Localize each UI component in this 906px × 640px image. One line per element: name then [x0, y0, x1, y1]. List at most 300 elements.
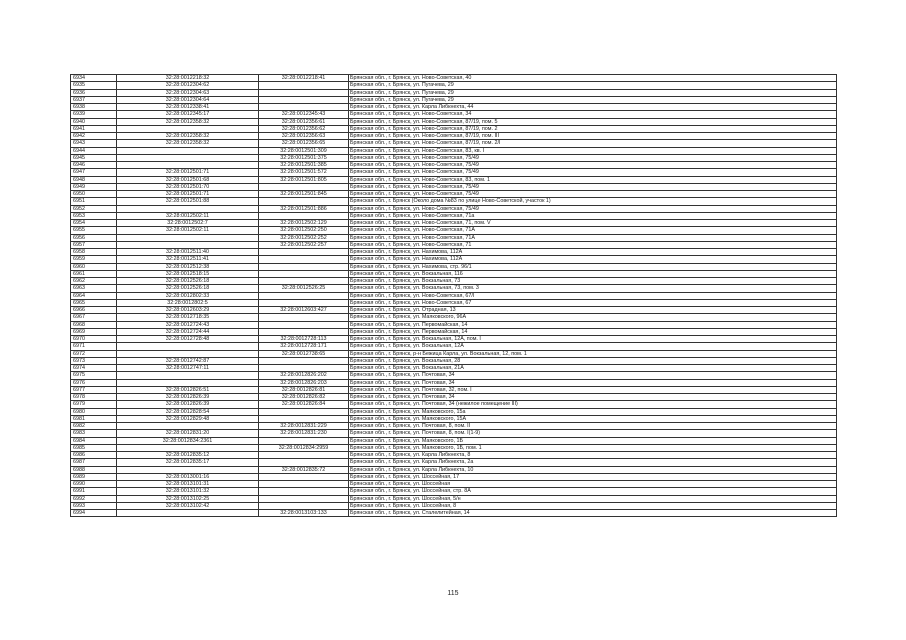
land-cadastral-number-cell	[117, 379, 259, 386]
building-cadastral-number-cell: 32:28:0012603:427	[259, 307, 349, 314]
table-row	[71, 234, 837, 241]
land-cadastral-number-cell: 32:28:0012511:41	[117, 256, 259, 263]
land-cadastral-number-cell: 32:28:0012304:63	[117, 89, 259, 96]
registry-table-body	[71, 75, 837, 517]
building-cadastral-number-cell	[259, 502, 349, 509]
building-cadastral-number-cell: 32:28:0012502:250	[259, 227, 349, 234]
table-row	[71, 89, 837, 96]
row-number-cell: 6977	[71, 386, 117, 393]
table-row	[71, 154, 837, 161]
land-cadastral-number-cell	[117, 241, 259, 248]
row-number-cell: 6972	[71, 350, 117, 357]
table-row	[71, 241, 837, 248]
row-number-cell: 6962	[71, 278, 117, 285]
building-cadastral-number-cell: 32:28:0012356:65	[259, 140, 349, 147]
address-cell: Брянская обл., г. Брянск, ул. Шоссейная	[349, 481, 837, 488]
table-row	[71, 270, 837, 277]
land-cadastral-number-cell: 32:28:0013101:31	[117, 481, 259, 488]
table-row	[71, 408, 837, 415]
table-row	[71, 466, 837, 473]
row-number-cell: 6979	[71, 401, 117, 408]
table-row	[71, 444, 837, 451]
row-number-cell: 6942	[71, 133, 117, 140]
land-cadastral-number-cell	[117, 372, 259, 379]
address-cell: Брянская обл., г. Брянск, ул. Первомайская, 14	[349, 321, 837, 328]
row-number-cell: 6970	[71, 336, 117, 343]
row-number-cell: 6959	[71, 256, 117, 263]
land-cadastral-number-cell	[117, 444, 259, 451]
address-cell: Брянская обл., г. Брянск, ул. Пугачева, 29	[349, 89, 837, 96]
row-number-cell: 6984	[71, 437, 117, 444]
row-number-cell: 6982	[71, 423, 117, 430]
address-cell: Брянская обл., г. Брянск, ул. Вокзальная, 12А, пом. I	[349, 336, 837, 343]
building-cadastral-number-cell	[259, 365, 349, 372]
land-cadastral-number-cell: 32:28:0012502:11	[117, 212, 259, 219]
address-cell: Брянская обл., г. Брянск, ул. Вокзальная, 21А	[349, 365, 837, 372]
land-cadastral-number-cell: 32:28:0012802:33	[117, 292, 259, 299]
table-row	[71, 415, 837, 422]
address-cell: Брянская обл., г. Брянск, ул. Почтовая, 34	[349, 394, 837, 401]
land-cadastral-number-cell: 32:28:0012502:7	[117, 220, 259, 227]
row-number-cell: 6945	[71, 154, 117, 161]
address-cell: Брянская обл., г. Брянск, ул. Вокзальная, 12А	[349, 343, 837, 350]
address-cell: Брянская обл., г. Брянск, ул. Ново-Советская, 75/49	[349, 154, 837, 161]
building-cadastral-number-cell: 32:28:0012834:2959	[259, 444, 349, 451]
table-row	[71, 118, 837, 125]
table-row	[71, 394, 837, 401]
row-number-cell: 6983	[71, 430, 117, 437]
land-cadastral-number-cell: 32:28:0012835:17	[117, 459, 259, 466]
building-cadastral-number-cell	[259, 415, 349, 422]
address-cell: Брянская обл., г. Брянск, ул. Ново-Советская, 67	[349, 299, 837, 306]
row-number-cell: 6989	[71, 473, 117, 480]
row-number-cell: 6948	[71, 176, 117, 183]
table-row	[71, 452, 837, 459]
land-cadastral-number-cell: 32:28:0012304:64	[117, 96, 259, 103]
land-cadastral-number-cell: 32:28:0013101:32	[117, 488, 259, 495]
building-cadastral-number-cell	[259, 481, 349, 488]
address-cell: Брянская обл., г. Брянск, ул. Ново-Советская, 71	[349, 241, 837, 248]
building-cadastral-number-cell: 32:28:0012835:72	[259, 466, 349, 473]
address-cell: Брянская обл., г. Брянск, ул. Почтовая, 34	[349, 379, 837, 386]
address-cell: Брянская обл., г. Брянск (Около дома №83 по улице Ново-Советской, участок 1)	[349, 198, 837, 205]
row-number-cell: 6960	[71, 263, 117, 270]
land-cadastral-number-cell: 32:28:0012834:2361	[117, 437, 259, 444]
building-cadastral-number-cell: 32:28:0012502:252	[259, 234, 349, 241]
building-cadastral-number-cell: 32:28:0012218:41	[259, 75, 349, 82]
building-cadastral-number-cell	[259, 459, 349, 466]
table-row	[71, 510, 837, 517]
table-row	[71, 278, 837, 285]
land-cadastral-number-cell: 32:28:0012358:32	[117, 118, 259, 125]
land-cadastral-number-cell: 32:28:0013001:16	[117, 473, 259, 480]
row-number-cell: 6965	[71, 299, 117, 306]
table-row	[71, 133, 837, 140]
address-cell: Брянская обл., г. Брянск, ул. Вокзальная, 116	[349, 270, 837, 277]
table-row	[71, 162, 837, 169]
land-cadastral-number-cell	[117, 205, 259, 212]
building-cadastral-number-cell: 32:28:0012356:62	[259, 125, 349, 132]
row-number-cell: 6978	[71, 394, 117, 401]
address-cell: Брянская обл., г. Брянск, ул. Ново-Советская, 75/49	[349, 183, 837, 190]
address-cell: Брянская обл., г. Брянск, ул. Ново-Советская, 71А	[349, 227, 837, 234]
land-cadastral-number-cell: 32:28:0012518:15	[117, 270, 259, 277]
building-cadastral-number-cell: 32:28:0012502:129	[259, 220, 349, 227]
table-row	[71, 183, 837, 190]
land-cadastral-number-cell: 32:28:0012526:18	[117, 285, 259, 292]
table-row	[71, 386, 837, 393]
building-cadastral-number-cell	[259, 314, 349, 321]
address-cell: Брянская обл., г. Брянск, ул. Почтовая, 34	[349, 372, 837, 379]
land-cadastral-number-cell	[117, 510, 259, 517]
land-cadastral-number-cell: 32:28:0012338:41	[117, 104, 259, 111]
address-cell: Брянская обл., г. Брянск, ул. Ново-Советская, 83, пом. 1	[349, 176, 837, 183]
table-row	[71, 430, 837, 437]
address-cell: Брянская обл., г. Брянск, ул. Карла Либкнехта, 2а	[349, 459, 837, 466]
land-cadastral-number-cell: 32:28:0012512:38	[117, 263, 259, 270]
address-cell: Брянская обл., г. Брянск, ул. Шоссейная, 17	[349, 473, 837, 480]
table-row	[71, 314, 837, 321]
land-cadastral-number-cell: 32:28:0012747:11	[117, 365, 259, 372]
land-cadastral-number-cell	[117, 125, 259, 132]
land-cadastral-number-cell: 32:28:0012218:32	[117, 75, 259, 82]
land-cadastral-number-cell	[117, 343, 259, 350]
row-number-cell: 6936	[71, 89, 117, 96]
table-row	[71, 96, 837, 103]
table-row	[71, 104, 837, 111]
land-cadastral-number-cell: 32:28:0012358:32	[117, 140, 259, 147]
address-cell: Брянская обл., г. Брянск, ул. Почтовая, 8, пом. I(1-9)	[349, 430, 837, 437]
address-cell: Брянская обл., г. Брянск, ул. Маяковского, 1Б	[349, 437, 837, 444]
row-number-cell: 6967	[71, 314, 117, 321]
table-row	[71, 205, 837, 212]
address-cell: Брянская обл., г. Брянск, ул. Первомайская, 14	[349, 328, 837, 335]
address-cell: Брянская обл., г. Брянск, ул. Ново-Советская, 75/49	[349, 191, 837, 198]
building-cadastral-number-cell	[259, 212, 349, 219]
building-cadastral-number-cell: 32:28:0012502:257	[259, 241, 349, 248]
row-number-cell: 6993	[71, 502, 117, 509]
address-cell: Брянская обл., г. Брянск, ул. Ново-Советская, 75/49	[349, 205, 837, 212]
table-row	[71, 220, 837, 227]
row-number-cell: 6973	[71, 357, 117, 364]
table-row	[71, 169, 837, 176]
building-cadastral-number-cell: 32:28:0012501:375	[259, 154, 349, 161]
land-cadastral-number-cell: 32:28:0012304:62	[117, 82, 259, 89]
table-row	[71, 343, 837, 350]
land-cadastral-number-cell: 32:28:0012724:44	[117, 328, 259, 335]
building-cadastral-number-cell: 32:28:0012826:82	[259, 394, 349, 401]
land-cadastral-number-cell: 32:28:0012742:87	[117, 357, 259, 364]
address-cell: Брянская обл., г. Брянск, ул. Ново-Советская, 83, кв. I	[349, 147, 837, 154]
address-cell: Брянская обл., г. Брянск, ул. Карла Либкнехта, 44	[349, 104, 837, 111]
building-cadastral-number-cell	[259, 488, 349, 495]
building-cadastral-number-cell: 32:28:0012831:230	[259, 430, 349, 437]
building-cadastral-number-cell	[259, 256, 349, 263]
land-cadastral-number-cell: 32:28:0012728:48	[117, 336, 259, 343]
land-cadastral-number-cell: 32:28:0012501:71	[117, 191, 259, 198]
table-row	[71, 249, 837, 256]
building-cadastral-number-cell: 32:28:0012345:43	[259, 111, 349, 118]
table-row	[71, 321, 837, 328]
table-row	[71, 459, 837, 466]
row-number-cell: 6953	[71, 212, 117, 219]
address-cell: Брянская обл., г. Брянск, ул. Маяковского, 15А	[349, 415, 837, 422]
row-number-cell: 6935	[71, 82, 117, 89]
land-cadastral-number-cell: 32:28:0012831:20	[117, 430, 259, 437]
land-cadastral-number-cell: 32:28:0012502:11	[117, 227, 259, 234]
building-cadastral-number-cell: 32:28:0012831:229	[259, 423, 349, 430]
building-cadastral-number-cell	[259, 408, 349, 415]
table-row	[71, 256, 837, 263]
land-cadastral-number-cell	[117, 466, 259, 473]
address-cell: Брянская обл., г. Брянск, ул. Почтовая, 32, пом. I	[349, 386, 837, 393]
building-cadastral-number-cell: 32:28:0012501:572	[259, 169, 349, 176]
address-cell: Брянская обл., г. Брянск, ул. Ново-Советская, 75/49	[349, 169, 837, 176]
table-row	[71, 379, 837, 386]
address-cell: Брянская обл., г. Брянск, ул. Ново-Советская, 75/49	[349, 162, 837, 169]
building-cadastral-number-cell	[259, 278, 349, 285]
address-cell: Брянская обл., г. Брянск, ул. Пугачева, 29	[349, 82, 837, 89]
address-cell: Брянская обл., г. Брянск, ул. Ново-Советская, 71А	[349, 234, 837, 241]
land-cadastral-number-cell: 32:28:0012826:39	[117, 394, 259, 401]
address-cell: Брянская обл., г. Брянск, ул. Ново-Советская, 87/19, пом. III	[349, 133, 837, 140]
address-cell: Брянская обл., г. Брянск, ул. Почтовая, 34 (нежилое помещение III)	[349, 401, 837, 408]
row-number-cell: 6976	[71, 379, 117, 386]
building-cadastral-number-cell	[259, 357, 349, 364]
row-number-cell: 6988	[71, 466, 117, 473]
row-number-cell: 6954	[71, 220, 117, 227]
building-cadastral-number-cell	[259, 249, 349, 256]
address-cell: Брянская обл., г. Брянск, ул. Ново-Советская, 87/19, пом. 2/I	[349, 140, 837, 147]
table-row	[71, 285, 837, 292]
table-row	[71, 328, 837, 335]
table-row	[71, 75, 837, 82]
building-cadastral-number-cell: 32:28:0012728:113	[259, 336, 349, 343]
building-cadastral-number-cell	[259, 183, 349, 190]
table-row	[71, 191, 837, 198]
land-cadastral-number-cell: 32:28:0012718:35	[117, 314, 259, 321]
land-cadastral-number-cell: 32:28:0012829:48	[117, 415, 259, 422]
row-number-cell: 6971	[71, 343, 117, 350]
land-cadastral-number-cell: 32:28:0012345:17	[117, 111, 259, 118]
building-cadastral-number-cell: 32:28:0012501:845	[259, 191, 349, 198]
building-cadastral-number-cell: 32:28:0012826:81	[259, 386, 349, 393]
table-row	[71, 350, 837, 357]
address-cell: Брянская обл., г. Брянск, ул. Отрадная, 13	[349, 307, 837, 314]
table-row	[71, 502, 837, 509]
row-number-cell: 6951	[71, 198, 117, 205]
building-cadastral-number-cell	[259, 321, 349, 328]
table-row	[71, 263, 837, 270]
address-cell: Брянская обл., г. Брянск, ул. Ново-Советская, 67/I	[349, 292, 837, 299]
table-row	[71, 357, 837, 364]
row-number-cell: 6969	[71, 328, 117, 335]
building-cadastral-number-cell: 32:28:0012526:25	[259, 285, 349, 292]
row-number-cell: 6934	[71, 75, 117, 82]
address-cell: Брянская обл., г. Брянск, ул. Нахимова, 112А	[349, 249, 837, 256]
table-row	[71, 299, 837, 306]
row-number-cell: 6992	[71, 495, 117, 502]
address-cell: Брянская обл., г. Брянск, р-н Бежица Карла, ул. Вокзальная, 12, пом. 1	[349, 350, 837, 357]
row-number-cell: 6952	[71, 205, 117, 212]
table-row	[71, 423, 837, 430]
building-cadastral-number-cell	[259, 328, 349, 335]
building-cadastral-number-cell: 32:28:0012501:385	[259, 162, 349, 169]
land-cadastral-number-cell	[117, 350, 259, 357]
land-cadastral-number-cell: 32:28:0012501:68	[117, 176, 259, 183]
row-number-cell: 6980	[71, 408, 117, 415]
address-cell: Брянская обл., г. Брянск, ул. Шоссейная, 8	[349, 502, 837, 509]
table-row	[71, 147, 837, 154]
table-row	[71, 372, 837, 379]
row-number-cell: 6937	[71, 96, 117, 103]
row-number-cell: 6949	[71, 183, 117, 190]
building-cadastral-number-cell: 32:28:0012728:171	[259, 343, 349, 350]
building-cadastral-number-cell	[259, 473, 349, 480]
building-cadastral-number-cell: 32:28:0012738:65	[259, 350, 349, 357]
table-row	[71, 212, 837, 219]
land-cadastral-number-cell: 32:28:0012501:88	[117, 198, 259, 205]
address-cell: Брянская обл., г. Брянск, ул. Ново-Советская, 71, пом. V	[349, 220, 837, 227]
table-row	[71, 481, 837, 488]
row-number-cell: 6941	[71, 125, 117, 132]
address-cell: Брянская обл., г. Брянск, ул. Маяковского, 15а	[349, 408, 837, 415]
building-cadastral-number-cell	[259, 198, 349, 205]
land-cadastral-number-cell: 32:28:0012724:43	[117, 321, 259, 328]
building-cadastral-number-cell	[259, 299, 349, 306]
address-cell: Брянская обл., г. Брянск, ул. Вокзальная, 28	[349, 357, 837, 364]
address-cell: Брянская обл., г. Брянск, ул. Карла Либкнехта, 10	[349, 466, 837, 473]
table-row	[71, 198, 837, 205]
address-cell: Брянская обл., г. Брянск, ул. Шоссейная, стр. 8А	[349, 488, 837, 495]
row-number-cell: 6981	[71, 415, 117, 422]
table-row	[71, 365, 837, 372]
row-number-cell: 6940	[71, 118, 117, 125]
building-cadastral-number-cell	[259, 495, 349, 502]
building-cadastral-number-cell	[259, 437, 349, 444]
row-number-cell: 6966	[71, 307, 117, 314]
row-number-cell: 6963	[71, 285, 117, 292]
address-cell: Брянская обл., г. Брянск, ул. Нахимова, стр. 96/1	[349, 263, 837, 270]
building-cadastral-number-cell: 32:28:0012826:203	[259, 379, 349, 386]
address-cell: Брянская обл., г. Брянск, ул. Почтовая, 8, пом. II	[349, 423, 837, 430]
page-number: 115	[447, 590, 459, 597]
building-cadastral-number-cell: 32:28:0013103:133	[259, 510, 349, 517]
address-cell: Брянская обл., г. Брянск, ул. Маяковского, 96А	[349, 314, 837, 321]
address-cell: Брянская обл., г. Брянск, ул. Ново-Советская, 87/19, пом. 5	[349, 118, 837, 125]
row-number-cell: 6957	[71, 241, 117, 248]
table-row	[71, 140, 837, 147]
land-cadastral-number-cell: 32:28:0013102:25	[117, 495, 259, 502]
building-cadastral-number-cell	[259, 270, 349, 277]
land-cadastral-number-cell: 32:28:0012358:32	[117, 133, 259, 140]
row-number-cell: 6985	[71, 444, 117, 451]
address-cell: Брянская обл., г. Брянск, ул. Вокзальная, 73, пом. 3	[349, 285, 837, 292]
address-cell: Брянская обл., г. Брянск, ул. Маяковского, 1Б, пом. 1	[349, 444, 837, 451]
table-row	[71, 495, 837, 502]
table-row	[71, 437, 837, 444]
building-cadastral-number-cell: 32:28:0012501:886	[259, 205, 349, 212]
row-number-cell: 6961	[71, 270, 117, 277]
address-cell: Брянская обл., г. Брянск, ул. Шоссейная, 5/н	[349, 495, 837, 502]
table-row	[71, 125, 837, 132]
row-number-cell: 6975	[71, 372, 117, 379]
row-number-cell: 6964	[71, 292, 117, 299]
table-row	[71, 473, 837, 480]
land-cadastral-number-cell: 32:28:0012501:70	[117, 183, 259, 190]
table-row	[71, 176, 837, 183]
row-number-cell: 6938	[71, 104, 117, 111]
table-row	[71, 292, 837, 299]
land-cadastral-number-cell	[117, 162, 259, 169]
building-cadastral-number-cell: 32:28:0012356:63	[259, 133, 349, 140]
land-cadastral-number-cell: 32:28:0012826:51	[117, 386, 259, 393]
row-number-cell: 6943	[71, 140, 117, 147]
table-row	[71, 227, 837, 234]
address-cell: Брянская обл., г. Брянск, ул. Ново-Советская, 87/19, пом. 2	[349, 125, 837, 132]
land-cadastral-number-cell: 32:28:0012501:71	[117, 169, 259, 176]
table-row	[71, 307, 837, 314]
address-cell: Брянская обл., г. Брянск, ул. Нахимова, 112А	[349, 256, 837, 263]
building-cadastral-number-cell: 32:28:0012356:61	[259, 118, 349, 125]
table-row	[71, 488, 837, 495]
land-cadastral-number-cell	[117, 234, 259, 241]
row-number-cell: 6956	[71, 234, 117, 241]
table-row	[71, 111, 837, 118]
address-cell: Брянская обл., г. Брянск, ул. Ново-Советская, 40	[349, 75, 837, 82]
building-cadastral-number-cell	[259, 263, 349, 270]
address-cell: Брянская обл., г. Брянск, ул. Вокзальная, 73	[349, 278, 837, 285]
row-number-cell: 6947	[71, 169, 117, 176]
registry-table	[70, 74, 837, 517]
address-cell: Брянская обл., г. Брянск, ул. Карла Либкнехта, 8	[349, 452, 837, 459]
building-cadastral-number-cell: 32:28:0012826:84	[259, 401, 349, 408]
row-number-cell: 6958	[71, 249, 117, 256]
building-cadastral-number-cell: 32:28:0012501:309	[259, 147, 349, 154]
building-cadastral-number-cell	[259, 82, 349, 89]
building-cadastral-number-cell	[259, 89, 349, 96]
row-number-cell: 6986	[71, 452, 117, 459]
building-cadastral-number-cell	[259, 452, 349, 459]
land-cadastral-number-cell: 32:28:0012526:18	[117, 278, 259, 285]
row-number-cell: 6990	[71, 481, 117, 488]
land-cadastral-number-cell: 32:28:0013102:42	[117, 502, 259, 509]
land-cadastral-number-cell: 32:28:0012511:40	[117, 249, 259, 256]
row-number-cell: 6946	[71, 162, 117, 169]
row-number-cell: 6968	[71, 321, 117, 328]
row-number-cell: 6991	[71, 488, 117, 495]
address-cell: Брянская обл., г. Брянск, ул. Пугачева, 29	[349, 96, 837, 103]
row-number-cell: 6955	[71, 227, 117, 234]
building-cadastral-number-cell	[259, 292, 349, 299]
row-number-cell: 6974	[71, 365, 117, 372]
building-cadastral-number-cell	[259, 104, 349, 111]
building-cadastral-number-cell: 32:28:0012826:202	[259, 372, 349, 379]
row-number-cell: 6950	[71, 191, 117, 198]
address-cell: Брянская обл., г. Брянск, ул. Сталелитейная, 14	[349, 510, 837, 517]
table-row	[71, 336, 837, 343]
address-cell: Брянская обл., г. Брянск, ул. Ново-Советская, 71а	[349, 212, 837, 219]
address-cell: Брянская обл., г. Брянск, ул. Ново-Советская, 34	[349, 111, 837, 118]
land-cadastral-number-cell	[117, 147, 259, 154]
land-cadastral-number-cell: 32:28:0012603:29	[117, 307, 259, 314]
land-cadastral-number-cell: 32:28:0012835:12	[117, 452, 259, 459]
building-cadastral-number-cell: 32:28:0012501:805	[259, 176, 349, 183]
land-cadastral-number-cell	[117, 154, 259, 161]
land-cadastral-number-cell	[117, 423, 259, 430]
land-cadastral-number-cell: 32:28:0012828:54	[117, 408, 259, 415]
table-row	[71, 401, 837, 408]
